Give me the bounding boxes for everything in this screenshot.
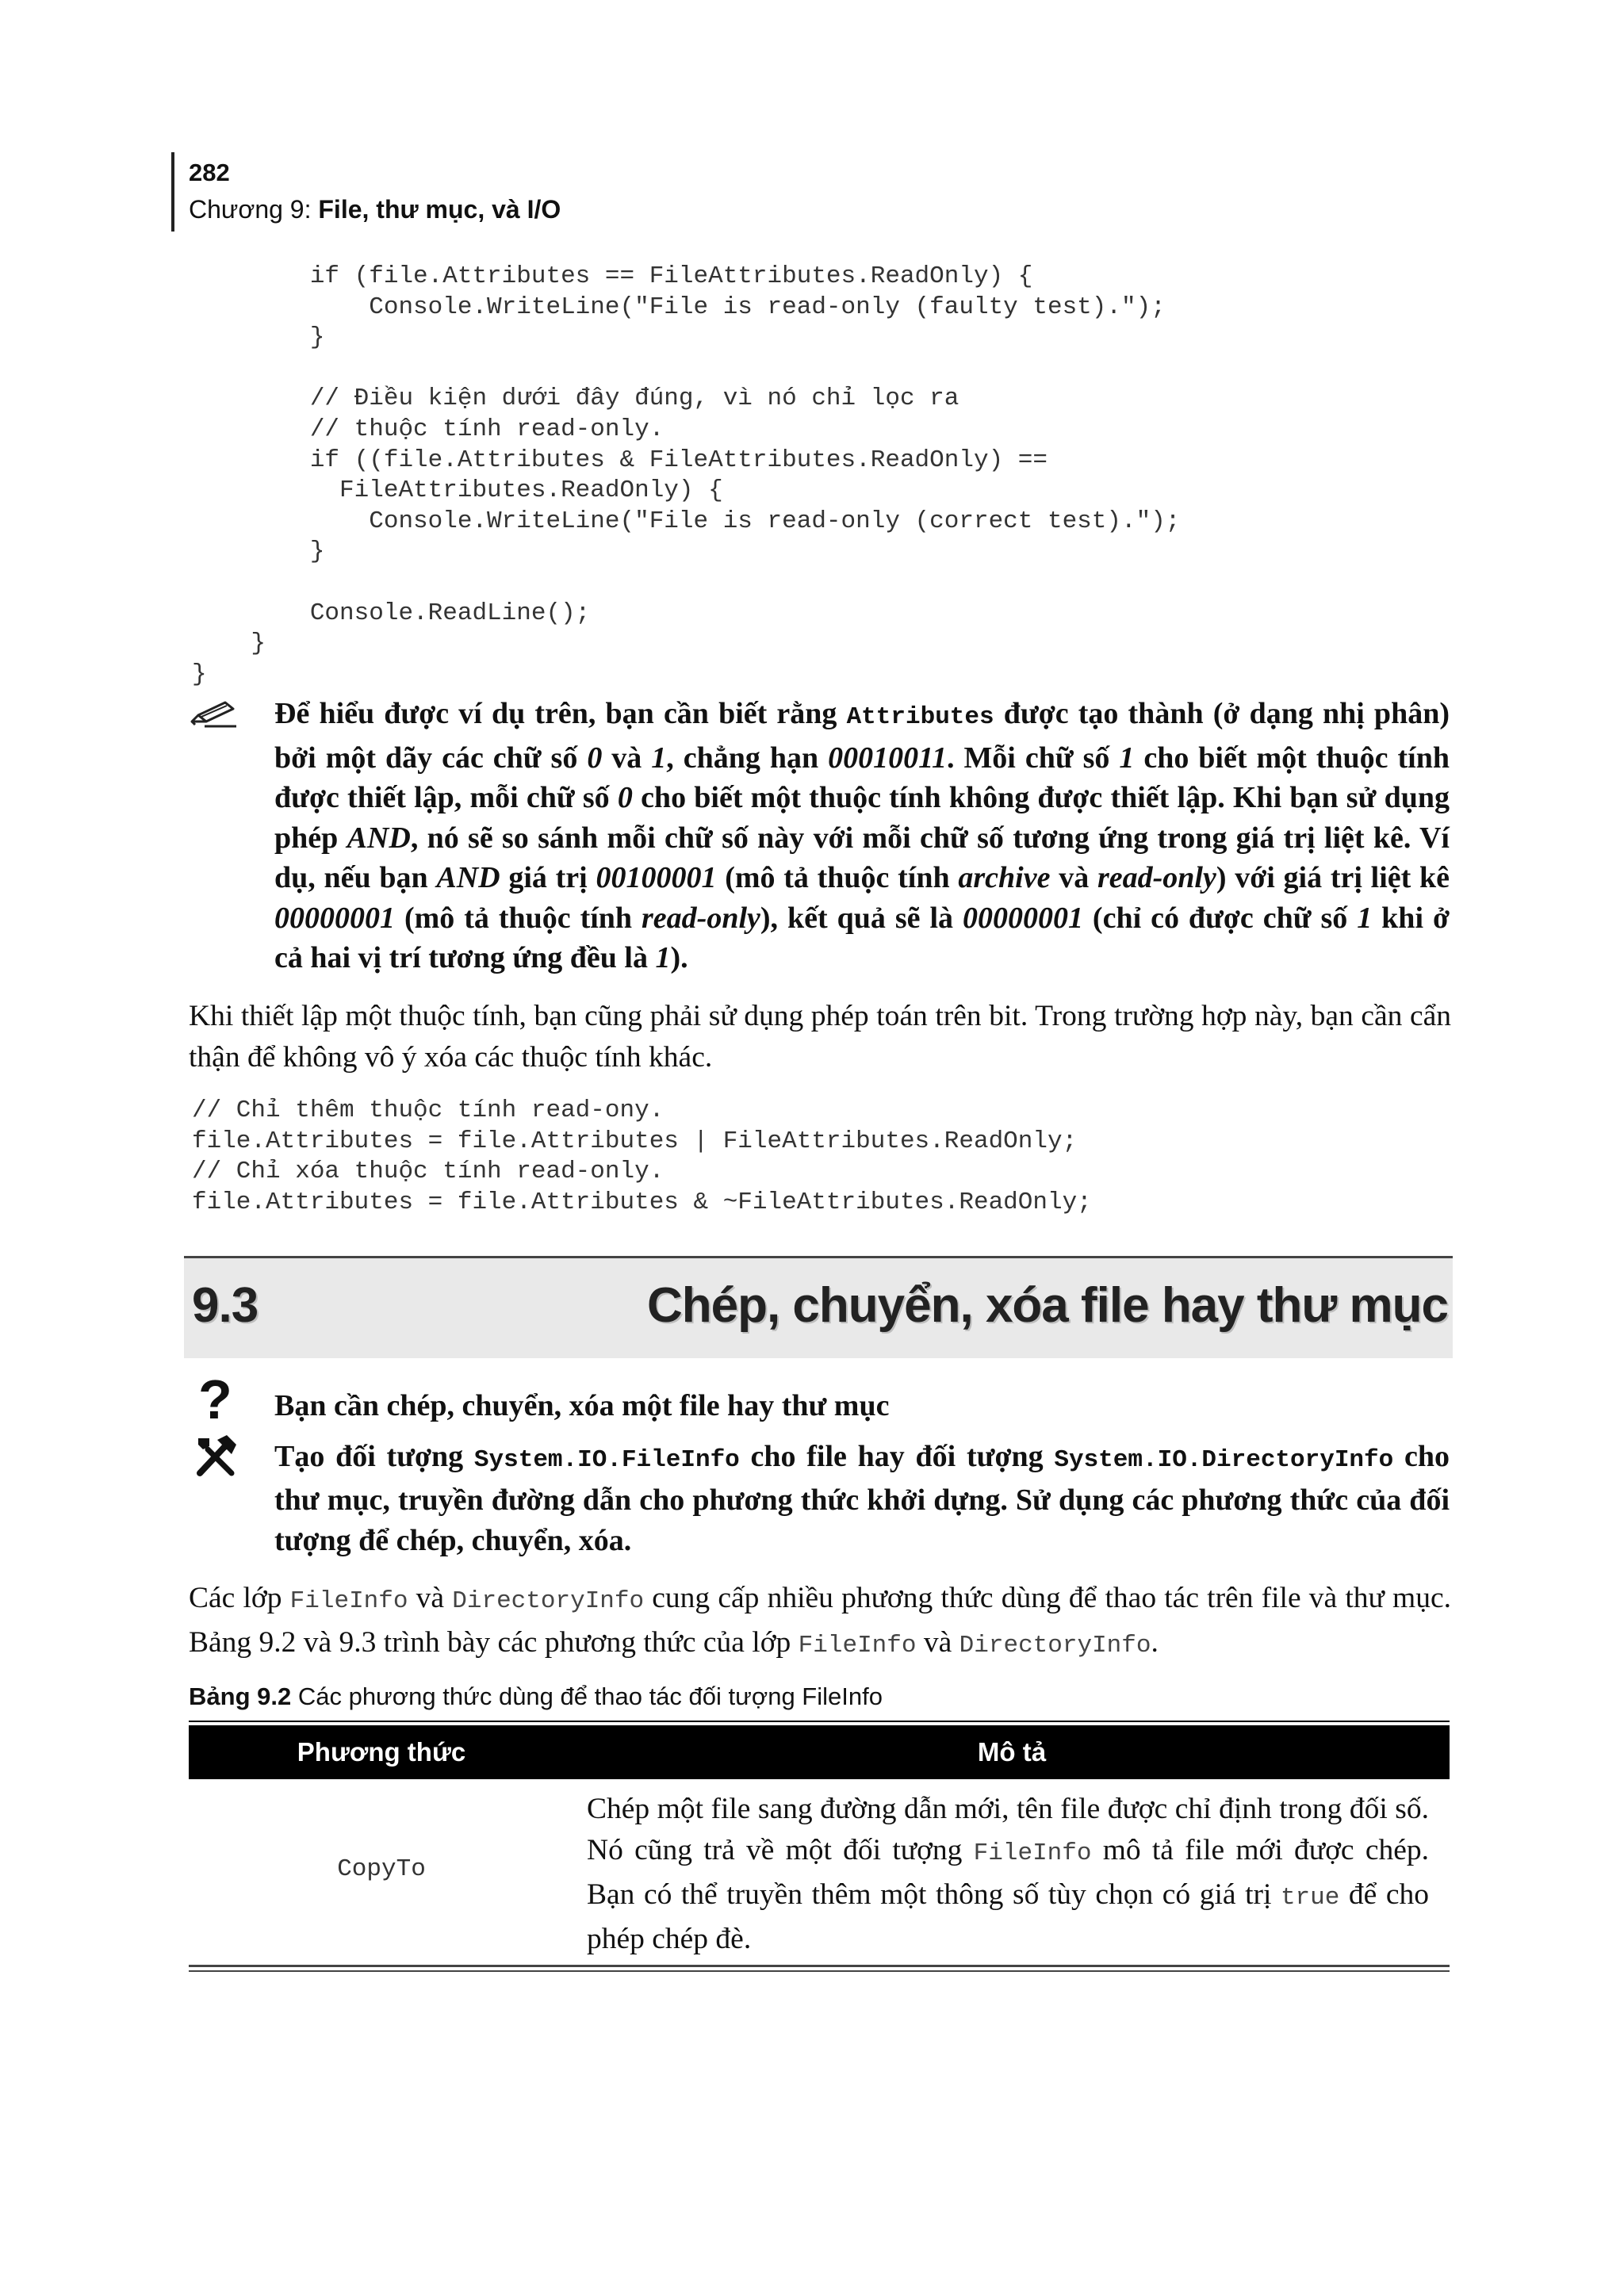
table-header-row bbox=[189, 1725, 1450, 1779]
chapter-prefix: Chương 9: bbox=[189, 195, 319, 224]
chapter-heading bbox=[189, 195, 561, 224]
body-paragraph: Khi thiết lập một thuộc tính, bạn cũng phải sử dụng phép toán trên bit. Trong trường hợp này, bạn cần cẩn thận để không vô ý xóa các thuộc tính khác. bbox=[189, 1000, 1451, 1074]
section-number: 9.3 bbox=[192, 1278, 259, 1333]
section-header bbox=[184, 1256, 1453, 1358]
code-block: // Chỉ thêm thuộc tính read-ony. file.Attributes = file.Attributes | FileAttributes.ReadOnly; // Chỉ xóa thuộc tính read-only. file.Attributes = file.Attributes & ~FileAttributes.ReadOnly; bbox=[192, 1097, 1092, 1216]
chapter-title: File, thư mục, và I/O bbox=[318, 195, 561, 224]
solution-text: Tạo đối tượng System.IO.FileInfo cho file hay đối tượng System.IO.DirectoryInfo cho thư mục, truyền đường dẫn cho phương thức khởi dựng. Sử dụng các phương thức của đối tượng để chép, chuyển, xóa. bbox=[274, 1440, 1450, 1557]
question-icon: ? bbox=[198, 1369, 232, 1430]
header-rule bbox=[171, 152, 174, 232]
table-cell-description: Chép một file sang đường dẫn mới, tên file được chỉ định trong đối số. Nó cũng trả về một đối tượng FileInfo mô tả file mới được chép. Bạn có thể truyền thêm một thông số tùy chọn có giá trị true để cho phép chép đè. bbox=[587, 1793, 1429, 1955]
table-rule bbox=[189, 1970, 1450, 1972]
table-rule bbox=[189, 1965, 1450, 1967]
section-title: Chép, chuyển, xóa file hay thư mục bbox=[646, 1278, 1448, 1333]
column-header-description: Mô tả bbox=[977, 1737, 1047, 1767]
table-rule bbox=[189, 1721, 1450, 1722]
pencil-note-icon bbox=[189, 698, 239, 729]
body-paragraph: Các lớp FileInfo và DirectoryInfo cung cấp nhiều phương thức dùng để thao tác trên file và thư mục. Bảng 9.2 và 9.3 trình bày các phương thức của lớp FileInfo và DirectoryInfo. bbox=[189, 1582, 1451, 1659]
problem-text: Bạn cần chép, chuyển, xóa một file hay thư mục bbox=[274, 1389, 890, 1422]
column-header-method: Phương thức bbox=[297, 1737, 466, 1767]
code-block: if (file.Attributes == FileAttributes.ReadOnly) { Console.WriteLine("File is read-only (faulty test)."); } // Điều kiện dưới đây đúng, vì nó chỉ lọc ra // thuộc tính read-only. if ((file.Attributes & FileAttributes.ReadOnly) == FileAttributes.ReadOnly) { Console.WriteLine("File is read-only (correct test)."); } Console.ReadLine(); } } bbox=[192, 262, 1181, 688]
table-cell-method: CopyTo bbox=[337, 1855, 426, 1883]
table-caption: Bảng 9.2 Các phương thức dùng để thao tác đối tượng FileInfo bbox=[189, 1682, 883, 1710]
tools-icon bbox=[192, 1432, 239, 1480]
note-text: Để hiểu được ví dụ trên, bạn cần biết rằng Attributes được tạo thành (ở dạng nhị phân) bởi một dãy các chữ số 0 và 1, chẳng hạn 00010011. Mỗi chữ số 1 cho biết một thuộc tính được thiết lập, mỗi chữ số 0 cho biết một thuộc tính không được thiết lập. Khi bạn sử dụng phép AND, nó sẽ so sánh mỗi chữ số này với mỗi chữ số tương ứng trong giá trị liệt kê. Ví dụ, nếu bạn AND giá trị 00100001 (mô tả thuộc tính archive và read-only) với giá trị liệt kê 00000001 (mô tả thuộc tính read-only), kết quả sẽ là 00000001 (chỉ có được chữ số 1 khi ở cả hai vị trí tương ứng đều là 1). bbox=[274, 697, 1450, 974]
page-number: 282 bbox=[189, 159, 230, 186]
